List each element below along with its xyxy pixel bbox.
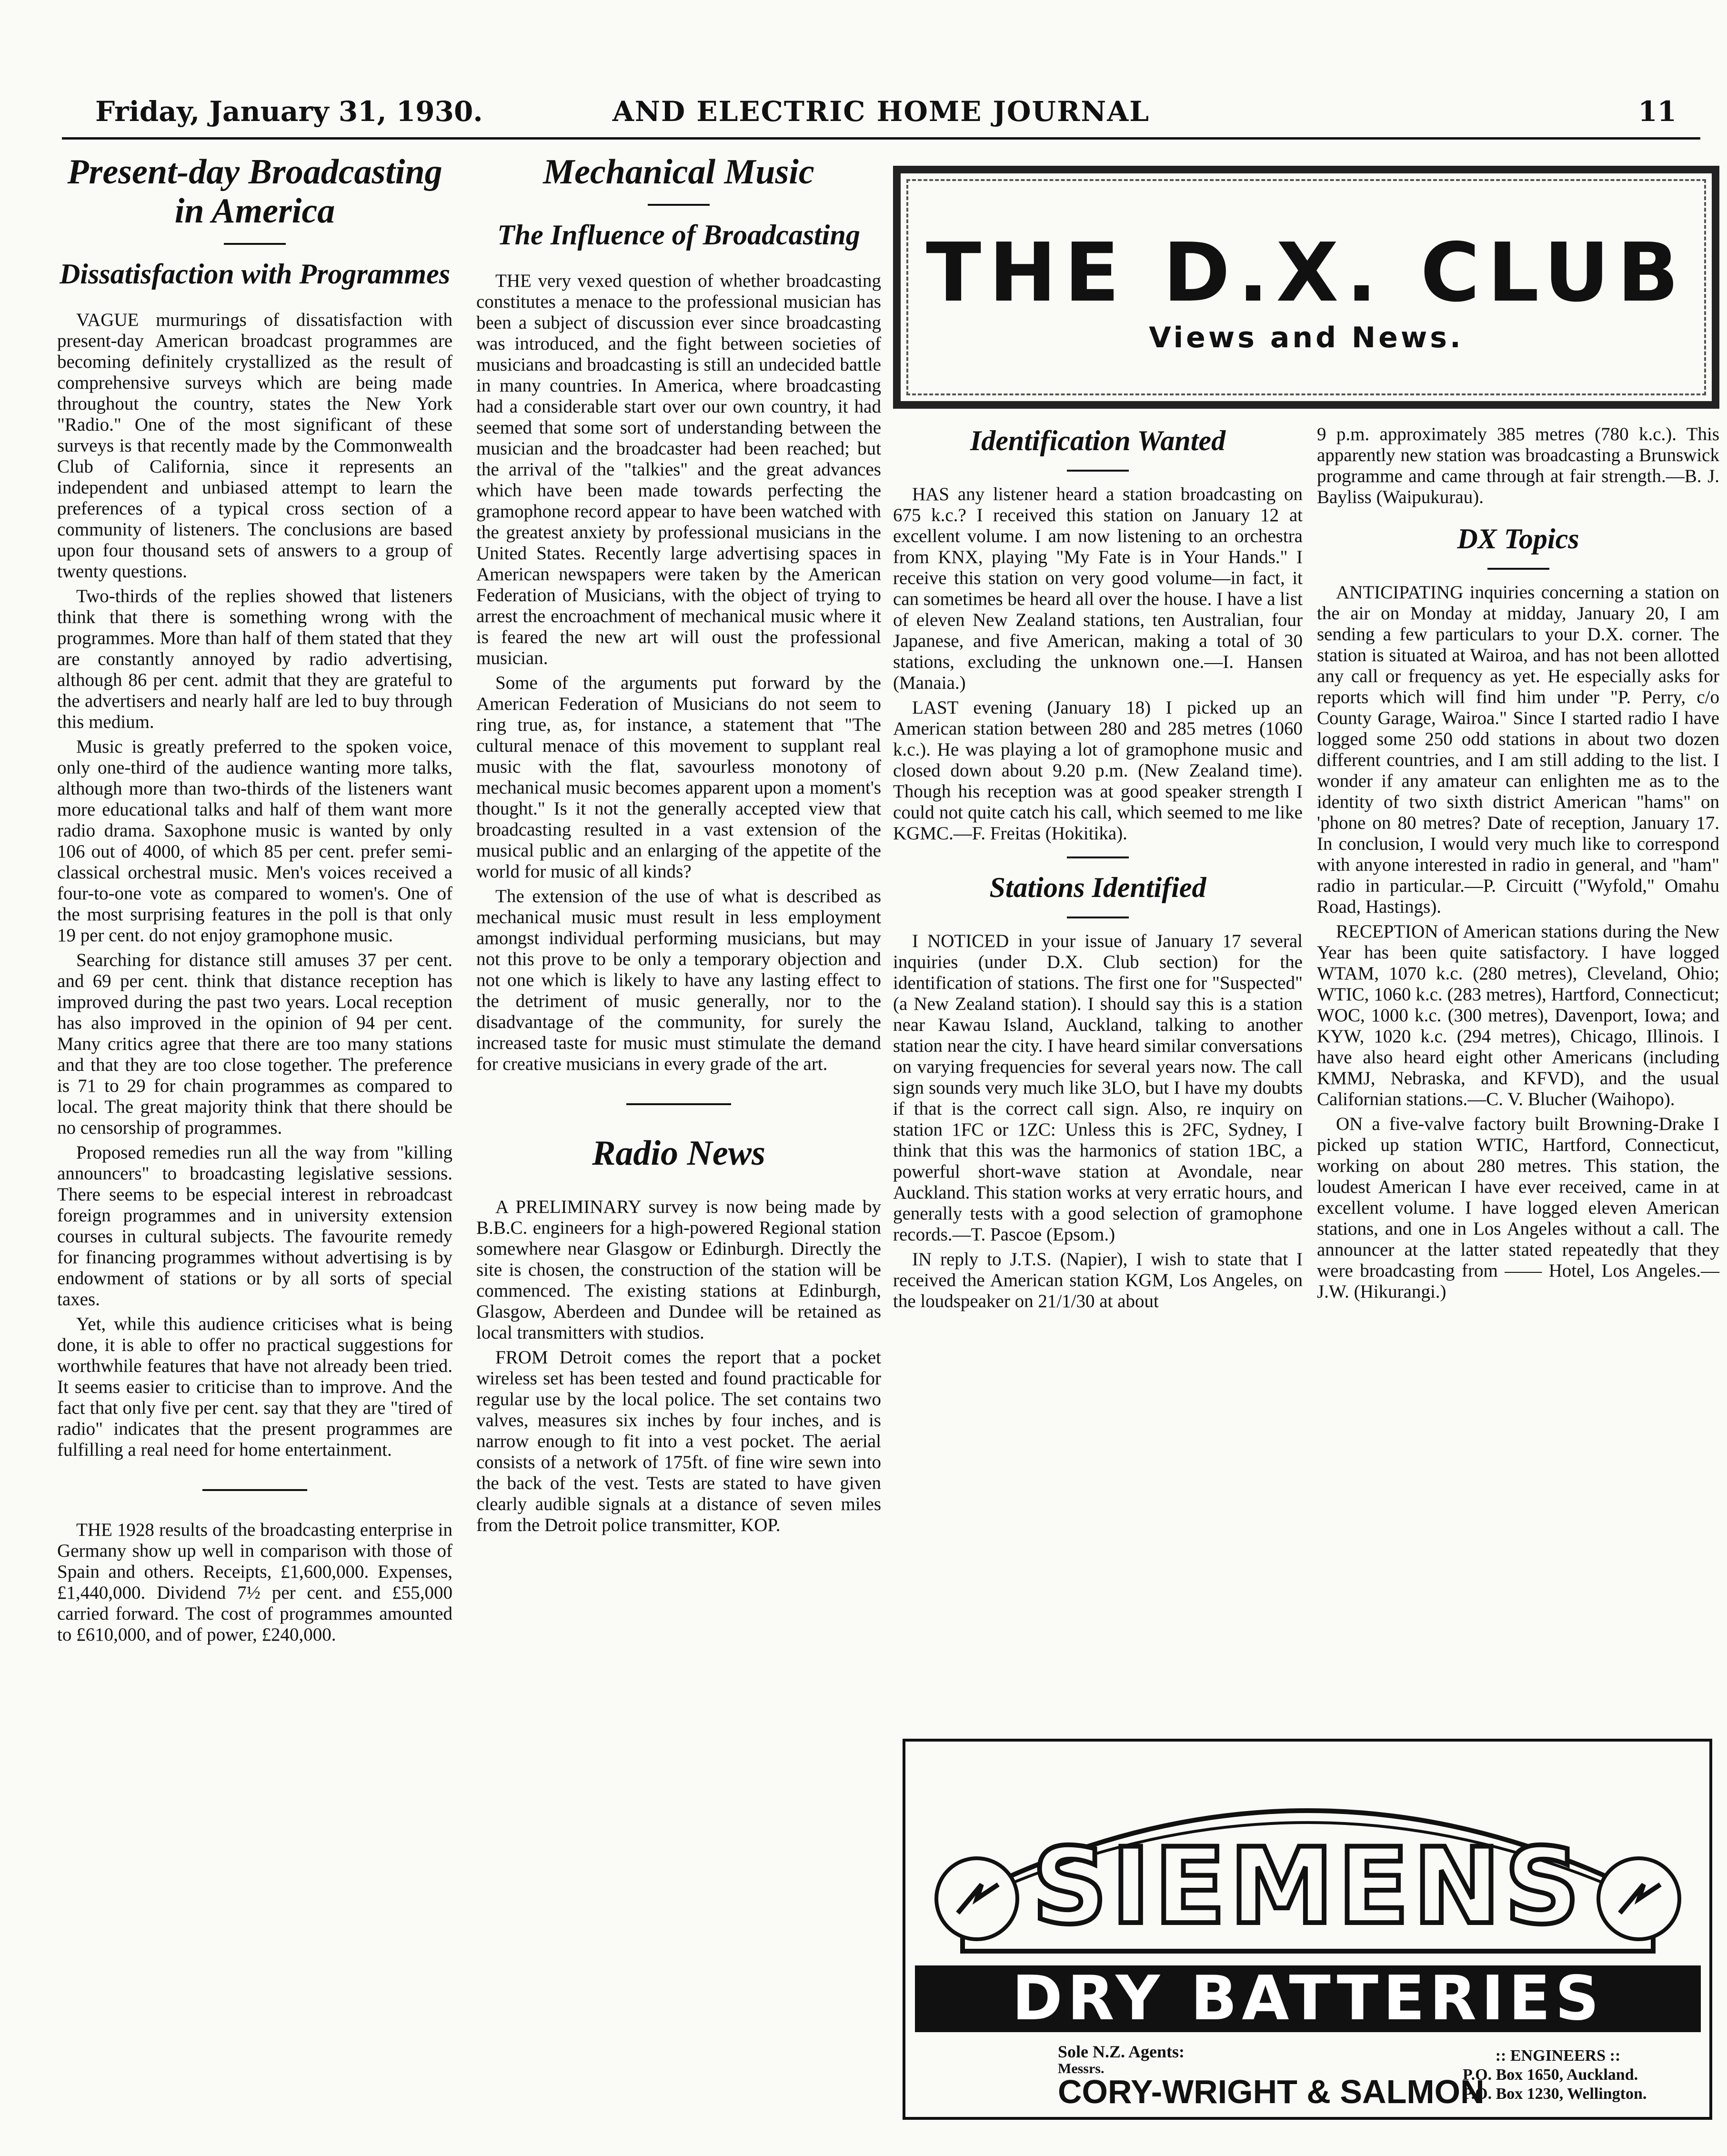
section-title-stations: Stations Identified bbox=[989, 872, 1206, 903]
article-title-radio-news: Radio News bbox=[592, 1134, 765, 1173]
section-title-dx-topics: DX Topics bbox=[1457, 523, 1579, 554]
article-title-broadcasting: Present-day Broadcasting in America bbox=[67, 152, 442, 231]
divider bbox=[626, 1103, 731, 1105]
germany-paragraph: THE 1928 results of the broadcasting enterprise in Germany show up well in comparison with those of Spain and others. Receipts, £1,600,000. Expenses, £1,440,000. Dividend 7½ per cent. and £55,000 carried forward. The cost of programmes amounted to £610,000, and of power, £240,000. bbox=[57, 1520, 452, 1645]
paragraph: VAGUE murmurings of dissatisfaction with present-day American broadcast programmes are becoming definitely crystallized as the result of comprehensive surveys which are being made throughout the country, states the New York "Radio." One of the most significant of these surveys is that recently made by the Commonwealth Club of California, since it represents an independent and unbiased attempt to learn the preferences of a typical cross section of a community of listeners. The conclusions are based upon four thousand sets of answers to a group of twenty questions. bbox=[57, 310, 452, 582]
dx-club-title: THE D.X. CLUB bbox=[926, 226, 1687, 320]
product-banner: DRY BATTERIES bbox=[915, 1965, 1701, 2032]
divider bbox=[1067, 470, 1129, 472]
paragraph: The extension of the use of what is described as mechanical music must result in less employment amongst individual performing musicians, but may not this prove to be only a temporary objection and not one which is likely to have any lasting effect to the detriment of music generally, nor to the disadvantage of the community, for surely the increased taste for music must stimulate the demand for creative musicians in every grade of the art. bbox=[476, 886, 881, 1074]
paragraph: HAS any listener heard a station broadcasting on 675 k.c.? I received this station on January 12 at excellent volume. I am now listening to an orchestra from KNX, playing "My Fate is in Your Hands." I receive this station on very good volume—in fact, it can sometimes be heard all over the house. I have a list of eleven New Zealand stations, ten Australian, four Japanese, and five American, making a total of 30 stations, excluding the unknown one.—I. Hansen (Manaia.) bbox=[893, 484, 1303, 693]
column-2 bbox=[476, 152, 881, 1540]
column-1 bbox=[57, 152, 452, 1649]
dx-club-banner bbox=[893, 166, 1719, 409]
paragraph: 9 p.m. approximately 385 metres (780 k.c.). This apparently new station was broadcasting a Brunswick programme and came through at fair strength.—B. J. Bayliss (Waipukurau). bbox=[1317, 424, 1719, 507]
divider bbox=[1067, 917, 1129, 918]
address-wellington: P.O. Box 1230, Wellington. bbox=[1463, 2085, 1647, 2103]
messrs-label: Messrs. bbox=[1058, 2061, 1104, 2076]
brand-wordmark: SIEMENS bbox=[1032, 1825, 1584, 1947]
column-4 bbox=[1317, 424, 1719, 1306]
engineers-label: :: ENGINEERS :: bbox=[1495, 2047, 1621, 2065]
divider bbox=[1487, 568, 1549, 570]
siemens-advertisement bbox=[903, 1739, 1712, 2120]
dx-club-subtitle: Views and News. bbox=[1149, 321, 1464, 354]
divider bbox=[648, 204, 710, 206]
paragraph: I NOTICED in your issue of January 17 several inquiries (under D.X. Club section) for the identification of stations. The first one for "Suspected" (a New Zealand station). I should say this is a station near Kawau Island, Auckland, talking to another station near the city. I have heard similar conversations on varying frequencies for several years now. The call sign sounds very much like 3LO, but I have my doubts if that is the correct call sign. Also, re inquiry on station 1FC or 1ZC: Unless this is 2FC, Sydney, I think that this was the harmonics of station 1BC, a powerful short-wave station at Avondale, near Auckland. This station works at very erratic hours, and generally tests with a good selection of gramophone records.—T. Pascoe (Epsom.) bbox=[893, 931, 1303, 1245]
paragraph: Yet, while this audience criticises what is being done, it is able to offer no practical suggestions for worthwhile features that have not already been tried. It seems easier to criticise than to improve. And the fact that only five per cent. say that they are "tired of radio" indicates that the present programmes are fulfilling a real need for home entertainment. bbox=[57, 1314, 452, 1460]
article-subtitle-dissatisfaction: Dissatisfaction with Programmes bbox=[59, 258, 451, 290]
issue-date: Friday, January 31, 1930. bbox=[95, 95, 483, 128]
agents-label: Sole N.Z. Agents: bbox=[1058, 2042, 1185, 2061]
divider bbox=[224, 243, 286, 245]
siemens-logo-graphic bbox=[905, 1742, 1710, 1965]
paragraph: Two-thirds of the replies showed that listeners think that there is something wrong with the programmes. More than half of them stated that they are constantly annoyed by radio advertising, although 86 per cent. admit that they are grateful to the advertisers and nearly half are led to buy through this medium. bbox=[57, 586, 452, 732]
paragraph: ANTICIPATING inquiries concerning a station on the air on Monday at midday, January 20, I am sending a few particulars to your D.X. corner. The station is situated at Wairoa, and has not been allotted any call or frequency as yet. He especially asks for reports which will find him under "P. Perry, c/o County Garage, Wairoa." Since I started radio I have logged some 250 odd stations in about two dozen different countries, and I am still adding to the list. I wonder if any amateur can enlighten me as to the identity of two sixth district American "hams" on 'phone on 80 metres? Date of reception, January 17. In conclusion, I would very much like to correspond with anyone interested in radio in general, and "ham" radio in particular.—P. Circuitt ("Wyfold," Omahu Road, Hastings). bbox=[1317, 582, 1719, 917]
page-number: 11 bbox=[1638, 95, 1677, 128]
divider bbox=[202, 1489, 307, 1491]
paragraph: IN reply to J.T.S. (Napier), I wish to state that I received the American station KGM, Los Angeles, on the loudspeaker on 21/1/30 at about bbox=[893, 1249, 1303, 1311]
paragraph: FROM Detroit comes the report that a pocket wireless set has been tested and found practicable for regular use by the local police. The set contains two valves, measures six inches by four inches, and is narrow enough to fit into a vest pocket. The aerial consists of a network of 175ft. of fine wire sewn into the back of the vest. Tests are stated to have given clearly audible signals at a distance of seven miles from the Detroit police transmitter, KOP. bbox=[476, 1347, 881, 1535]
agent-addresses bbox=[1434, 2046, 1682, 2104]
divider bbox=[1067, 856, 1129, 858]
article-title-mechanical-music: Mechanical Music bbox=[543, 152, 814, 191]
paragraph: RECEPTION of American stations during the New Year has been quite satisfactory. I have logged WTAM, 1070 k.c. (280 metres), Cleveland, Ohio; WTIC, 1060 k.c. (283 metres), Hartford, Connecticut; WOC, 1000 k.c. (300 metres), Davenport, Iowa; and KYW, 1020 k.c. (294 metres), Chicago, Illinois. I have also heard eight other Americans (including KMMJ, Nebraska, and KFVD), and the usual Californian stations.—C. V. Blucher (Waihopo). bbox=[1317, 921, 1719, 1109]
column-3 bbox=[893, 424, 1303, 1316]
paragraph: A PRELIMINARY survey is now being made by B.B.C. engineers for a high-powered Regional station somewhere near Glasgow or Edinburgh. Directly the site is chosen, the construction of the station will be commenced. The existing stations at Edinburgh, Glasgow, Aberdeen and Dundee will be retained as local transmitters with studios. bbox=[476, 1197, 881, 1343]
journal-name: AND ELECTRIC HOME JOURNAL bbox=[612, 95, 1150, 128]
paragraph: ON a five-valve factory built Browning-Drake I picked up station WTIC, Hartford, Connecticut, working on about 280 metres. This station, the loudest American I have ever received, came in at excellent volume. I have logged eleven American stations, and one in Los Angeles without a call. The announcer at the latter stated repeatedly that they were broadcasting from —— Hotel, Los Angeles.—J.W. (Hikurangi.) bbox=[1317, 1114, 1719, 1302]
address-auckland: P.O. Box 1650, Auckland. bbox=[1463, 2066, 1638, 2084]
page-header bbox=[67, 91, 1696, 133]
paragraph: Searching for distance still amuses 37 per cent. and 69 per cent. think that distance reception has improved during the past two years. Local reception has also improved in the opinion of 94 per cent. Many critics agree that there are too many stations and that they are too close together. The preference is 71 to 29 for chain programmes as compared to local. The great majority think that there should be no censorship of programmes. bbox=[57, 950, 452, 1138]
paragraph: Some of the arguments put forward by the American Federation of Musicians do not seem to ring true, as, for instance, a statement that "The cultural menace of this movement to supplant real music with the flat, savourless monotony of mechanical music becomes apparent upon a moment's thought." Is it not the generally accepted view that broadcasting resulted in a vast extension of the musical public and an enlarging of the appetite of the world for music of all kinds? bbox=[476, 673, 881, 882]
header-rule bbox=[62, 137, 1700, 140]
section-title-identification: Identification Wanted bbox=[970, 425, 1226, 456]
paragraph: Proposed remedies run all the way from "killing announcers" to broadcasting legislative sessions. There seems to be especial interest in rebroadcast foreign programmes and in university extension courses in cultural subjects. The favourite remedy for financing programmes without advertising is by endowment of stations or by all sorts of special taxes. bbox=[57, 1142, 452, 1310]
paragraph: LAST evening (January 18) I picked up an American station between 280 and 285 metres (1060 k.c.). He was playing a lot of gramophone music and closed down about 9.20 p.m. (New Zealand time). Though his reception was at good speaker strength I could not quite catch his call, which seemed to me like KGMC.—F. Freitas (Hokitika). bbox=[893, 697, 1303, 844]
article-subtitle-influence: The Influence of Broadcasting bbox=[497, 219, 860, 251]
paragraph: Music is greatly preferred to the spoken voice, only one-third of the audience wanting more talks, although more than two-thirds of the listeners want more educational talks and half of them want more radio drama. Saxophone music is wanted by only 106 out of 4000, of which 85 per cent. prefer semi-classical orchestral music. Men's voices received a four-to-one vote as compared to women's. One of the most surprising features in the poll is that only 19 per cent. do not enjoy gramophone music. bbox=[57, 736, 452, 946]
paragraph: THE very vexed question of whether broadcasting constitutes a menace to the professional musician has been a subject of discussion ever since broadcasting was introduced, and the fight between societies of musicians and broadcasting is still an undecided battle in many countries. In America, where broadcasting had a considerable start over our own country, it had seemed that some sort of understanding between the musician and the broadcaster had been reached; but the arrival of the "talkies" and the great advances which have been made towards perfecting the gramophone record appear to have been watched with the greatest anxiety by professional musicians in the United States. Recently large advertising spaces in American newspapers were taken by the American Federation of Musicians, with the object of trying to arrest the encroachment of mechanical music where it is feared the new art will oust the professional musician. bbox=[476, 271, 881, 668]
agent-firm-name: CORY-WRIGHT & SALMON bbox=[1058, 2073, 1485, 2110]
